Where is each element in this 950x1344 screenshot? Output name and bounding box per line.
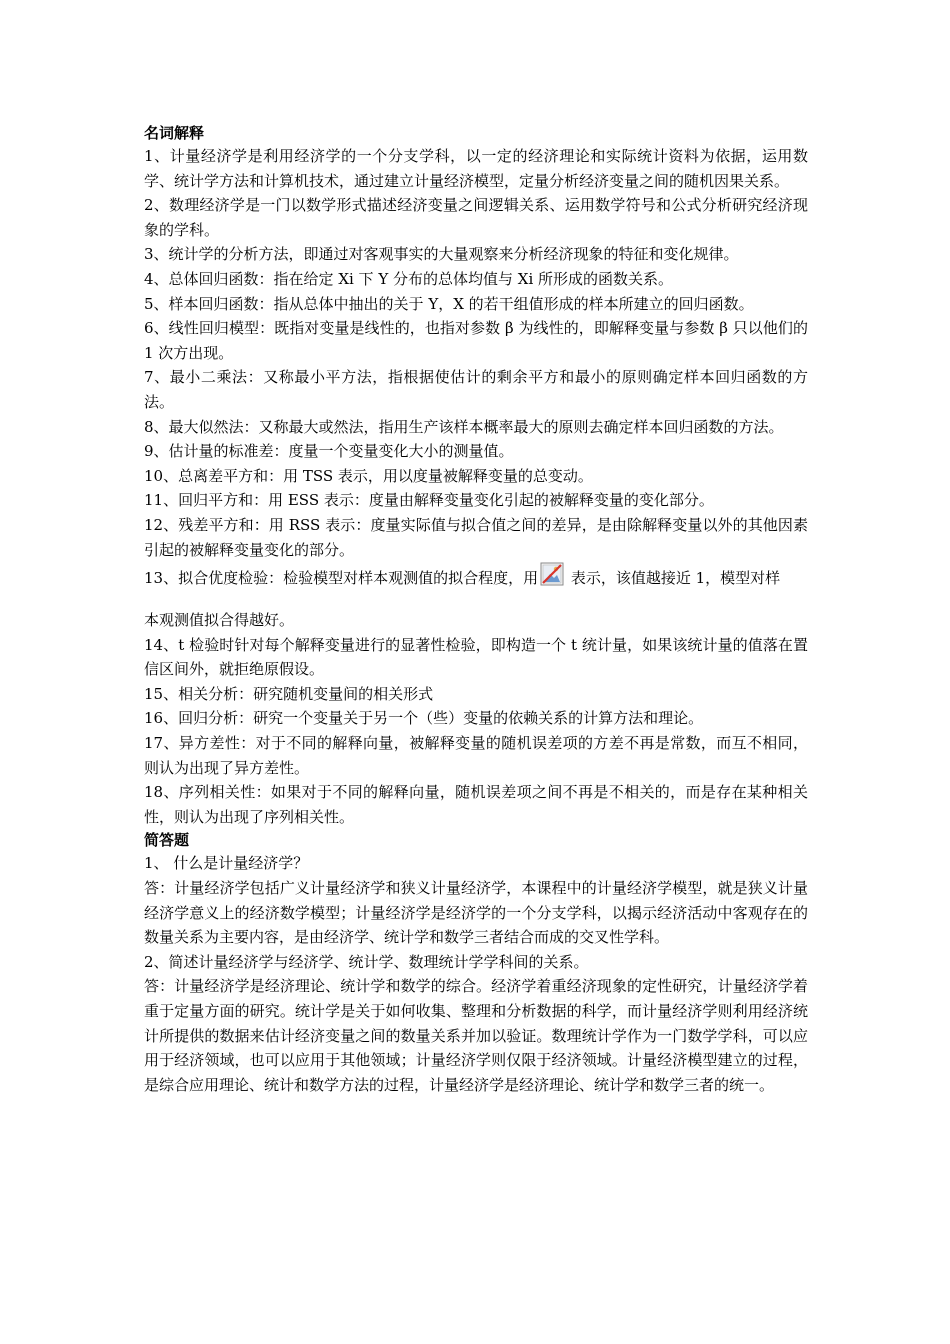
definition-item-7: 7、最小二乘法：又称最小平方法，指根据使估计的剩余平方和最小的原则确定样本回归函数的方法。 bbox=[144, 368, 808, 411]
definition-item-17: 17、异方差性：对于不同的解释向量，被解释变量的随机误差项的方差不再是常数，而互不相同，则认为出现了异方差性。 bbox=[144, 734, 808, 777]
definition-item-4: 4、总体回归函数：指在给定 Xi 下 Y 分布的总体均值与 Xi 所形成的函数关系。 bbox=[144, 269, 674, 288]
definition-item-1: 1、计量经济学是利用经济学的一个分支学科，以一定的经济理论和实际统计资料为依据，运用数学、统计学方法和计算机技术，通过建立计量经济模型，定量分析经济变量之间的随机因果关系。 bbox=[144, 147, 808, 190]
definition-item-16: 16、回归分析：研究一个变量关于另一个（些）变量的依赖关系的计算方法和理论。 bbox=[144, 709, 704, 728]
definition-item-6: 6、线性回归模型：既指对变量是线性的，也指对参数 β 为线性的，即解释变量与参数 β 只以他们的 1 次方出现。 bbox=[144, 319, 808, 362]
answer-1: 答：计量经济学包括广义计量经济学和狭义计量经济学，本课程中的计量经济学模型，就是狭义计量经济学意义上的经济数学模型；计量经济学是经济学的一个分支学科，以揭示经济活动中客观存在的数量关系为主要内容，是由经济学、统计学和数学三者结合而成的交叉性学科。 bbox=[144, 879, 808, 947]
definition-item-13 bbox=[144, 562, 808, 633]
definition-item-18: 18、序列相关性：如果对于不同的解释向量，随机误差项之间不再是不相关的，而是存在某种相关性，则认为出现了序列相关性。 bbox=[144, 783, 808, 826]
definition-item-3: 3、统计学的分析方法，即通过对客观事实的大量观察来分析经济现象的特征和变化规律。 bbox=[144, 245, 739, 264]
definition-item-13-before: 13、拟合优度检验：检验模型对样本观测值的拟合程度，用 bbox=[144, 569, 539, 588]
section-title-short-answer: 简答题 bbox=[144, 831, 190, 850]
definition-item-15: 15、相关分析：研究随机变量间的相关形式 bbox=[144, 684, 434, 703]
definition-item-5: 5、样本回归函数：指从总体中抽出的关于 Y，X 的若干组值形成的样本所建立的回归函数。 bbox=[144, 294, 754, 313]
question-2: 2、简述计量经济学与经济学、统计学、数理统计学学科间的关系。 bbox=[144, 952, 589, 971]
definition-item-14: 14、t 检验时针对每个解释变量进行的显著性检验，即构造一个 t 统计量，如果该统计量的值落在置信区间外，就拒绝原假设。 bbox=[144, 635, 808, 679]
definition-item-13-after: 表示，该值越接近 1，模型对样 bbox=[566, 569, 781, 588]
definition-item-12: 12、残差平方和：用 RSS 表示：度量实际值与拟合值之间的差异，是由除解释变量以外的其他因素引起的被解释变量变化的部分。 bbox=[144, 515, 808, 559]
definition-item-11: 11、回归平方和：用 ESS 表示：度量由解释变量变化引起的被解释变量的变化部分。 bbox=[144, 491, 714, 510]
answer-2: 答：计量经济学是经济理论、统计学和数学的综合。经济学着重经济现象的定性研究，计量经济学着重于定量方面的研究。统计学是关于如何收集、整理和分析数据的科学，而计量经济学则利用经济统计所提供的数据来估计经济变量之间的数量关系并加以验证。数理统计学作为一门数学学科，可以应用于经济领域，也可以应用于其他领域；计量经济学则仅限于经济领域。计量经济模型建立的过程，是综合应用理论、统计和数学方法的过程，计量经济学是经济理论、统计学和数学三者的统一。 bbox=[144, 977, 808, 1094]
definition-item-10: 10、总离差平方和：用 TSS 表示，用以度量被解释变量的总变动。 bbox=[144, 466, 593, 485]
section-title-definitions: 名词解释 bbox=[144, 124, 205, 142]
broken-image-icon bbox=[540, 562, 564, 586]
definition-item-2: 2、数理经济学是一门以数学形式描述经济变量之间逻辑关系、运用数学符号和公式分析研究经济现象的学科。 bbox=[144, 196, 808, 239]
definition-item-13-line1 bbox=[144, 562, 808, 608]
definition-item-8: 8、最大似然法：又称最大或然法，指用生产该样本概率最大的原则去确定样本回归函数的方法。 bbox=[144, 417, 784, 436]
document-page bbox=[144, 122, 808, 1097]
definition-item-13-line2: 本观测值拟合得越好。 bbox=[144, 611, 295, 630]
definition-item-9: 9、估计量的标准差：度量一个变量变化大小的测量值。 bbox=[144, 442, 514, 461]
question-1: 1、 什么是计量经济学？ bbox=[144, 854, 309, 873]
